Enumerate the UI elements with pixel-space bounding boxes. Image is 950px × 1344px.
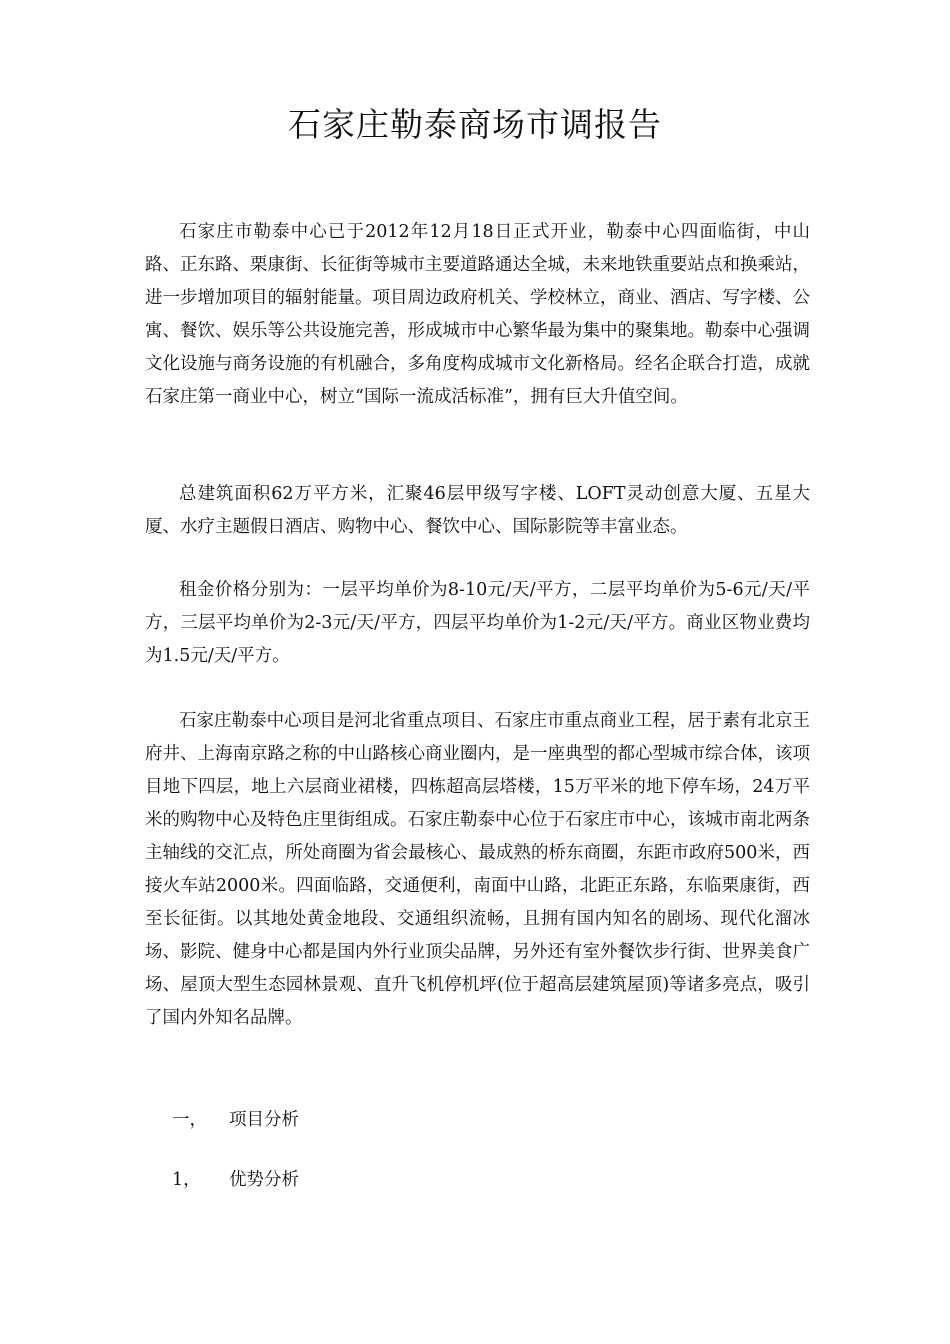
- paragraph-building-area: 总建筑面积62万平方米，汇聚46层甲级写字楼、LOFT灵动创意大厦、五星大厦、水疗主题假日酒店、购物中心、餐饮中心、国际影院等丰富业态。: [145, 484, 810, 537]
- paragraph-overview: 石家庄市勒泰中心已于2012年12月18日正式开业，勒泰中心四面临街，中山路、正东路、栗康街、长征街等城市主要道路通达全城，未来地铁重要站点和换乘站，进一步增加项目的辐射能量。项目周边政府机关、学校林立，商业、酒店、写字楼、公寓、餐饮、娱乐等公共设施完善，形成城市中心繁华最为集中的聚集地。勒泰中心强调文化设施与商务设施的有机融合，多角度构成城市文化新格局。经名企联合打造，成就石家庄第一商业中心，树立“国际一流成活标准”，拥有巨大升值空间。: [145, 222, 810, 407]
- paragraph-rent-prices: 租金价格分别为：一层平均单价为8-10元/天/平方，二层平均单价为5-6元/天/平方，三层平均单价为2-3元/天/平方，四层平均单价为1-2元/天/平方。商业区物业费均为1.5元/天/平方。: [145, 580, 810, 666]
- paragraph-project-location: 石家庄勒泰中心项目是河北省重点项目、石家庄市重点商业工程，居于素有北京王府井、上海南京路之称的中山路核心商业圈内，是一座典型的都心型城市综合体，该项目地下四层，地上六层商业裙楼，四栋超高层塔楼，15万平米的地下停车场，24万平米的购物中心及特色庄里街组成。石家庄勒泰中心位于石家庄市中心，该城市南北两条主轴线的交汇点，所处商圈为省会最核心、最成熟的桥东商圈，东距市政府500米，西接火车站2000米。四面临路，交通便利，南面中山路，北距正东路，东临栗康街，西至长征街。以其地处黄金地段、交通组织流畅，且拥有国内知名的剧场、现代化溜冰场、影院、健身中心都是国内外行业顶尖品牌，另外还有室外餐饮步行街、世界美食广场、屋顶大型生态园林景观、直升飞机停机坪(位于超高层建筑屋顶)等诸多亮点，吸引了国内外知名品牌。: [145, 711, 810, 1028]
- subsection-heading-advantage-analysis: [172, 1164, 299, 1197]
- subsection-heading-text: 优势分析: [229, 1170, 299, 1190]
- section-heading-text: 项目分析: [229, 1110, 299, 1130]
- section-number: 一，: [172, 1110, 207, 1130]
- document-title: 石家庄勒泰商场市调报告: [288, 105, 662, 144]
- section-heading-project-analysis: [172, 1104, 299, 1137]
- subsection-number: 1，: [172, 1170, 201, 1190]
